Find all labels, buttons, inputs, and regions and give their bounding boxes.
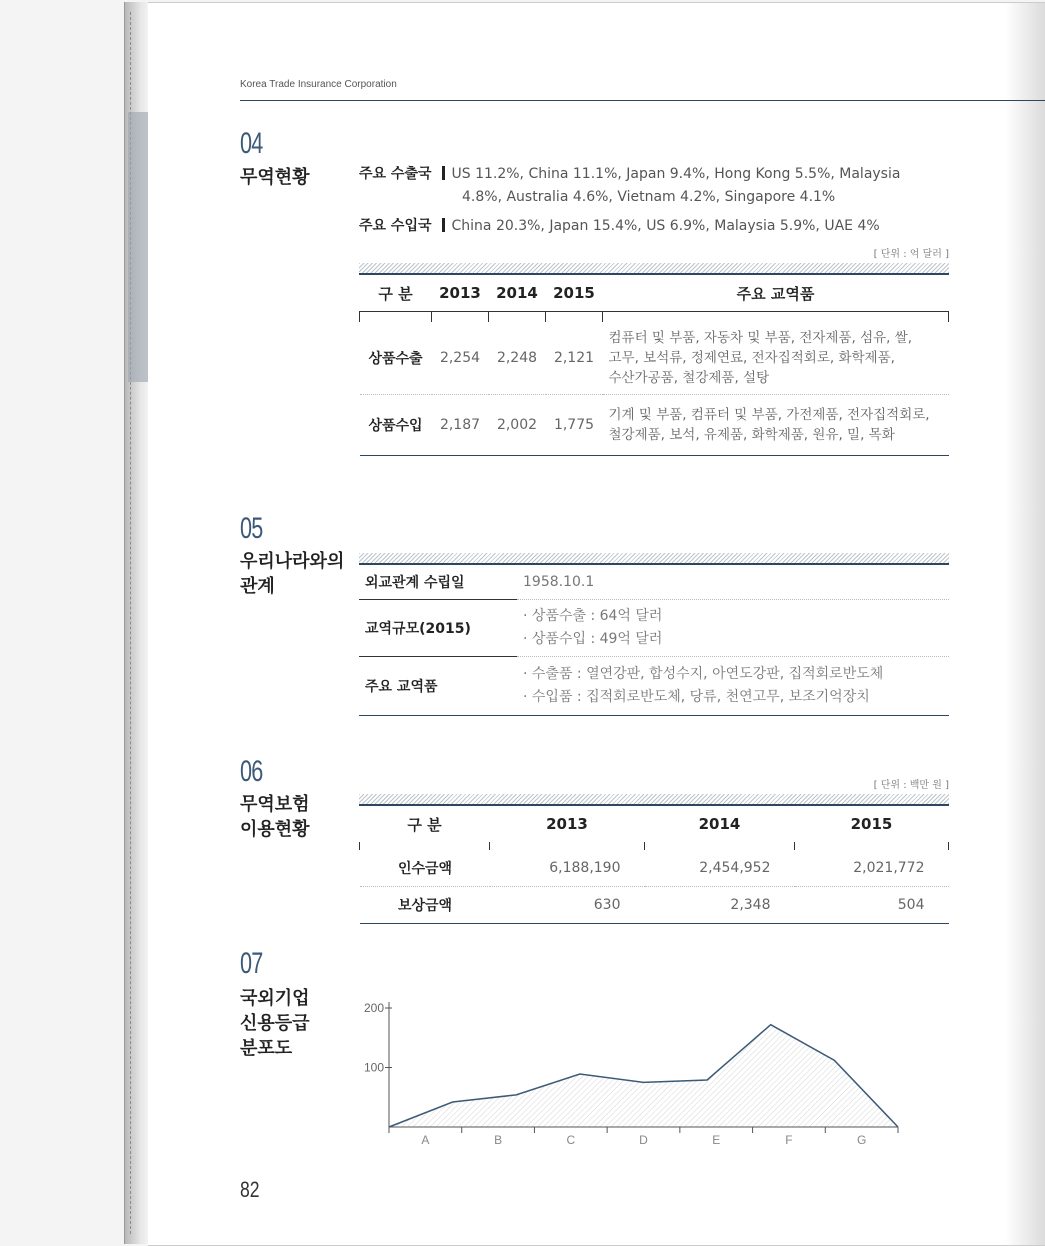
col-header: 2013 xyxy=(546,815,588,833)
relations-row xyxy=(359,657,949,716)
relations-label: 외교관계 수립일 xyxy=(359,565,517,600)
table-row xyxy=(360,395,949,456)
goods-line: 컴퓨터 및 부품, 자동차 및 부품, 전자제품, 섬유, 쌀, xyxy=(608,330,913,346)
section-number-07: 07 xyxy=(240,947,263,980)
separator-bar xyxy=(442,166,445,180)
row-label: 보상금액 xyxy=(397,898,453,914)
hatch-rule xyxy=(359,794,949,804)
col-header: 구 분 xyxy=(407,815,442,834)
x-tick-label: C xyxy=(566,1133,576,1147)
section-number-06: 06 xyxy=(240,755,263,788)
section-title-05 xyxy=(240,549,344,599)
section-number-04: 04 xyxy=(240,127,263,160)
goods-line: 기계 및 부품, 컴퓨터 및 부품, 가전제품, 전자집적회로, xyxy=(608,407,930,423)
section-title-line: 분포도 xyxy=(240,1038,293,1059)
section-title-04: 무역현황 xyxy=(240,167,310,188)
relations-row xyxy=(359,565,949,600)
col-header: 구 분 xyxy=(378,284,413,303)
unit-label-04: [ 단위 : 억 달러 ] xyxy=(873,249,949,260)
separator-bar xyxy=(442,218,445,232)
relations-line: · 상품수입 : 49억 달러 xyxy=(523,631,663,647)
exports-line1: US 11.2%, China 11.1%, Japan 9.4%, Hong Kong 5.5%, Malaysia xyxy=(451,166,901,182)
value-cell: 6,188,190 xyxy=(549,860,621,876)
value-cell: 2,454,952 xyxy=(699,860,771,876)
relations-line: · 수출품 : 열연강판, 합성수지, 아연도강판, 집적회로반도체 xyxy=(523,666,884,682)
value-cell: 504 xyxy=(897,897,925,913)
exports-label: 주요 수출국 xyxy=(359,166,432,182)
goods-line: 철강제품, 보석, 유제품, 화학제품, 원유, 밀, 목화 xyxy=(608,427,895,443)
unit-label-06: [ 단위 : 백만 원 ] xyxy=(873,780,949,791)
col-header: 주요 교역품 xyxy=(736,284,815,303)
x-tick-label: G xyxy=(856,1133,867,1147)
hatch-rule xyxy=(359,553,949,563)
value-cell: 2,254 xyxy=(439,350,481,366)
value-cell: 630 xyxy=(593,897,621,913)
relations-line: · 수입품 : 집적회로반도체, 당류, 천연고무, 보조기억장치 xyxy=(523,689,870,705)
value-cell: 2,002 xyxy=(496,417,538,433)
section-number-05: 05 xyxy=(240,512,263,545)
book-spine xyxy=(124,2,151,1244)
value-cell: 2,348 xyxy=(730,897,771,913)
spine-band xyxy=(128,112,148,382)
x-tick-label: A xyxy=(421,1133,430,1147)
row-label: 상품수입 xyxy=(368,418,423,434)
goods-cell xyxy=(603,395,949,456)
goods-line: 고무, 보석류, 정제연료, 전자집적회로, 화학제품, xyxy=(608,350,895,366)
row-label: 상품수출 xyxy=(368,351,423,367)
page-curl-shadow xyxy=(1005,3,1045,1245)
value-cell: 2,121 xyxy=(553,350,595,366)
relations-value xyxy=(517,600,949,657)
col-header: 2014 xyxy=(698,815,741,833)
col-header: 2014 xyxy=(496,284,538,302)
table-04 xyxy=(359,263,949,456)
table-row xyxy=(360,887,949,924)
page xyxy=(148,2,1045,1246)
section-title-06 xyxy=(240,792,310,842)
value-cell: 1,775 xyxy=(553,417,595,433)
goods-cell xyxy=(603,322,949,395)
relations-label: 주요 교역품 xyxy=(365,679,438,695)
relations-table xyxy=(359,553,949,716)
x-tick-label: E xyxy=(712,1133,721,1147)
value-cell: 2,248 xyxy=(496,350,538,366)
section-title-line: 관계 xyxy=(240,576,275,597)
section-title-line: 신용등급 xyxy=(240,1013,310,1034)
y-tick-label: 200 xyxy=(363,1001,384,1015)
table-row xyxy=(360,322,949,395)
col-header: 2015 xyxy=(553,284,595,302)
section-title-line: 우리나라와의 xyxy=(240,551,345,572)
area-fill xyxy=(389,1025,898,1127)
x-tick-label: B xyxy=(494,1133,503,1147)
exports-line2: 4.8%, Australia 4.6%, Vietnam 4.2%, Singapore 4.1% xyxy=(462,189,836,205)
x-tick-label: D xyxy=(639,1133,648,1147)
col-header: 2015 xyxy=(850,815,893,833)
running-header: Korea Trade Insurance Corporation xyxy=(240,79,397,90)
imports-block xyxy=(359,215,959,238)
x-tick-label: F xyxy=(785,1133,793,1147)
y-tick-label: 100 xyxy=(363,1060,384,1075)
value-cell: 2,187 xyxy=(439,417,481,433)
header-rule xyxy=(240,100,1045,101)
col-header: 2013 xyxy=(439,284,481,302)
relations-value: 1958.10.1 xyxy=(523,573,595,590)
row-label: 인수금액 xyxy=(397,861,453,877)
goods-line: 수산가공품, 철강제품, 설탕 xyxy=(608,370,770,386)
value-cell: 2,021,772 xyxy=(853,860,925,876)
relations-value xyxy=(517,657,949,716)
page-number: 82 xyxy=(240,1177,260,1202)
table-row xyxy=(360,850,949,887)
section-title-line: 무역보험 xyxy=(240,794,310,815)
relations-row xyxy=(359,600,949,657)
relations-line: · 상품수출 : 64억 달러 xyxy=(523,608,663,624)
relations-label: 교역규모(2015) xyxy=(359,600,517,657)
credit-rating-chart xyxy=(348,988,958,1153)
section-title-07 xyxy=(240,986,310,1061)
section-title-line: 이용현황 xyxy=(240,819,310,840)
insurance-table xyxy=(359,794,949,924)
imports-value: China 20.3%, Japan 15.4%, US 6.9%, Malaysia 5.9%, UAE 4% xyxy=(451,218,880,234)
hatch-rule xyxy=(359,263,949,273)
imports-label: 주요 수입국 xyxy=(359,218,432,234)
exports-block xyxy=(359,163,959,209)
section-title-line: 국외기업 xyxy=(240,988,310,1009)
